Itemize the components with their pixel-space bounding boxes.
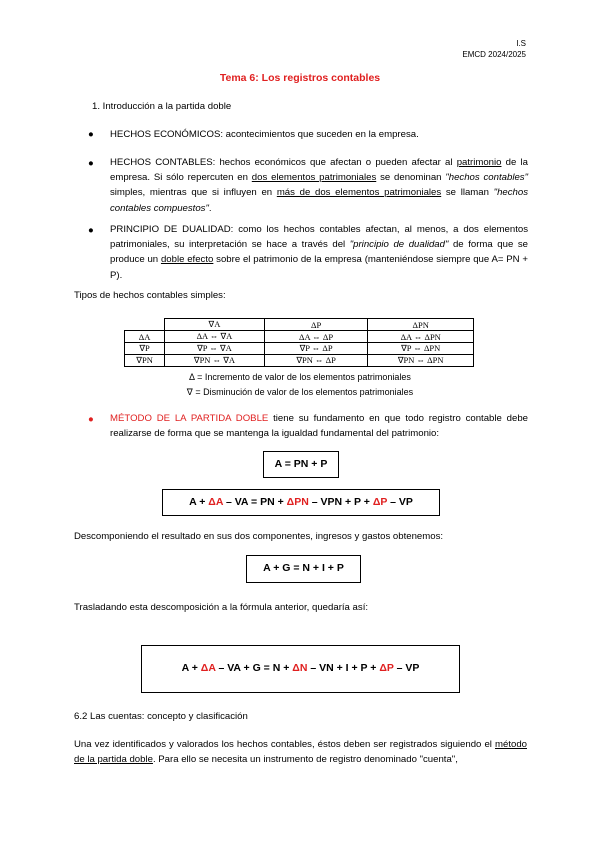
header-line-1: I.S bbox=[516, 39, 526, 48]
bullet-dot: ● bbox=[88, 158, 94, 169]
section-heading: 1. Introducción a la partida doble bbox=[92, 101, 232, 112]
table-cell: ΔA bbox=[125, 331, 165, 343]
formula-box-1: A = PN + P bbox=[263, 451, 339, 478]
table-cell: ΔA ⇔ ΔPN bbox=[368, 331, 474, 343]
bullet-hechos-economicos: HECHOS ECONÓMICOS: acontecimientos que suceden en la empresa. bbox=[110, 129, 419, 140]
legend-decrement: ∇ = Disminución de valor de los elementos patrimoniales bbox=[186, 387, 414, 397]
table-header-cell: ΔP bbox=[264, 319, 368, 331]
bullet-dot: ● bbox=[88, 414, 94, 425]
table-header-row bbox=[125, 319, 474, 331]
hechos-table bbox=[124, 318, 474, 367]
trasladando-text: Trasladando esta descomposición a la fórmula anterior, quedaría así: bbox=[74, 602, 369, 613]
formula-box-4: A + ΔA – VA + G = N + ΔN – VN + I + P + ΔP – VP bbox=[141, 645, 460, 693]
table-header-cell: ΔPN bbox=[368, 319, 474, 331]
bullet-principio-dualidad: PRINCIPIO DE DUALIDAD: como los hechos contables afectan, al menos, a dos elementos patrimoniales, su interpretación se hace a través del "principio de dualidad" de forma que se produce un doble efecto sobre el patrimonio de la empresa (manteniéndose siempre que A= PN + P). bbox=[110, 224, 529, 281]
bullet-dot: ● bbox=[88, 129, 94, 140]
table-cell: ∇PN ⇔ ΔPN bbox=[368, 355, 474, 367]
page-title: Tema 6: Los registros contables bbox=[219, 72, 381, 84]
bullet-hechos-contables: HECHOS CONTABLES: hechos económicos que afectan o pueden afectar al patrimonio de la empresa. Si sólo repercuten en dos elementos patrimoniales se denominan "hechos contables" simples, mientras que si influyen en más de dos elementos patrimoniales se llaman "hechos contables compuestos". bbox=[110, 157, 529, 214]
final-paragraph: Una vez identificados y valorados los hechos contables, éstos deben ser registrados siguiendo el método de la partida doble. Para ello se necesita un instrumento de registro denominado "cuenta", bbox=[74, 739, 527, 766]
table-row bbox=[125, 343, 474, 355]
table-cell: ∇PN ⇔ ∇A bbox=[165, 355, 265, 367]
formula-box-2: A + ΔA – VA = PN + ΔPN – VPN + P + ΔP – VP bbox=[162, 489, 440, 516]
legend-increment: Δ = Incremento de valor de los elementos patrimoniales bbox=[189, 372, 411, 382]
bullet-metodo-partida-doble: MÉTODO DE LA PARTIDA DOBLE tiene su fundamento en que todo registro contable debe realizarse de forma que se mantenga la igualdad fundamental del patrimonio: bbox=[110, 413, 528, 440]
table-cell: ∇PN bbox=[125, 355, 165, 367]
bullet-dot: ● bbox=[88, 225, 94, 236]
table-header-cell: ∇A bbox=[165, 319, 265, 331]
table-cell: ΔA ⇔ ΔP bbox=[264, 331, 368, 343]
descomponiendo-text: Descomponiendo el resultado en sus dos componentes, ingresos y gastos obtenemos: bbox=[74, 531, 444, 542]
table-cell: ∇P ⇔ ∇A bbox=[165, 343, 265, 355]
table-cell: ∇P bbox=[125, 343, 165, 355]
formula-box-3: A + G = N + I + P bbox=[246, 555, 361, 583]
table-header-cell bbox=[125, 319, 165, 331]
table-cell: ∇P ⇔ ΔPN bbox=[368, 343, 474, 355]
table-cell: ΔA ⇔ ∇A bbox=[165, 331, 265, 343]
tipos-label: Tipos de hechos contables simples: bbox=[74, 290, 226, 301]
header-line-2: EMCD 2024/2025 bbox=[462, 50, 526, 59]
table-cell: ∇P ⇔ ΔP bbox=[264, 343, 368, 355]
table-row bbox=[125, 355, 474, 367]
section-6-2-heading: 6.2 Las cuentas: concepto y clasificación bbox=[74, 711, 248, 722]
table-row bbox=[125, 331, 474, 343]
table-cell: ∇PN ⇔ ΔP bbox=[264, 355, 368, 367]
